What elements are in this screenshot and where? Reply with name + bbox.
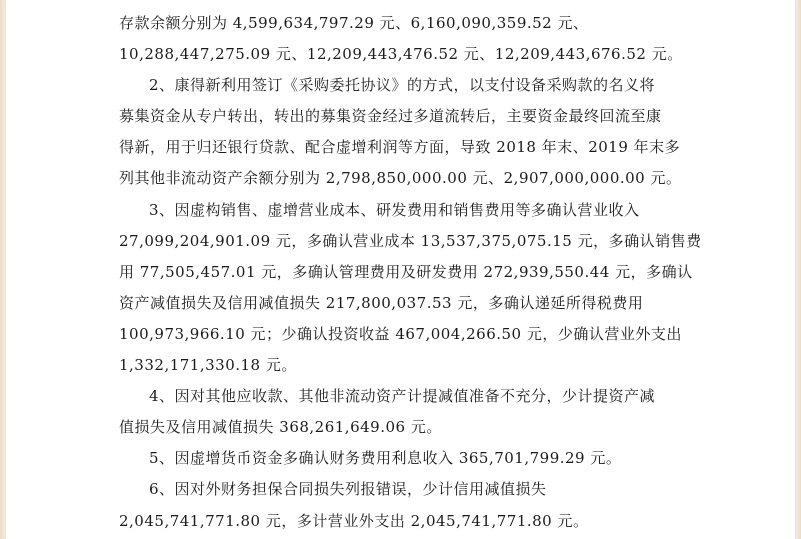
text-line: 得新，用于归还银行贷款、配合虚增利润等方面，导致 2018 年末、2019 年末多: [119, 138, 681, 157]
document-body: [119, 8, 702, 537]
text-line: 募集资金从专户转出，转出的募集资金经过多道流转后，主要资金最终回流至康: [119, 107, 662, 126]
paragraph-start-line: 3、因虚构销售、虚增营业成本、研发费用和销售费用等多确认营业收入: [149, 200, 640, 219]
text-line: 资产减值损失及信用减值损失 217,800,037.53 元，多确认递延所得税费用: [119, 293, 644, 312]
text-line: 2,045,741,771.80 元，多计营业外支出 2,045,741,771.80 元。: [119, 511, 589, 530]
paragraph-start-line: 4、因对其他应收款、其他非流动资产计提减值准备不充分，少计提资产减: [149, 387, 656, 406]
text-line: 100,973,966.10 元；少确认投资收益 467,004,266.50 元，少确认营业外支出: [119, 324, 682, 343]
text-line: 列其他非流动资产余额分别为 2,798,850,000.00 元、2,907,000,000.00 元。: [119, 169, 682, 188]
paragraph-start-line: 5、因虚增货币资金多确认财务费用利息收入 365,701,799.29 元。: [149, 449, 622, 468]
text-line: 用 77,505,457.01 元，多确认管理费用及研发费用 272,939,550.44 元，多确认: [119, 262, 693, 281]
text-line: 27,099,204,901.09 元，多确认营业成本 13,537,375,075.15 元，多确认销售费: [119, 231, 702, 250]
text-line: 存款余额分别为 4,599,634,797.29 元、6,160,090,359.52 元、: [119, 14, 589, 32]
text-line: 10,288,447,275.09 元、12,209,443,476.52 元、12,209,443,676.52 元。: [119, 45, 683, 64]
text-line: 值损失及信用减值损失 368,261,649.06 元。: [119, 418, 442, 437]
paragraph-start-line: 6、因对外财务担保合同损失列报错误，少计信用减值损失: [149, 480, 547, 499]
text-line: 1,332,171,330.18 元。: [119, 356, 297, 375]
page-background-right: [795, 0, 801, 539]
paragraph-start-line: 2、康得新利用签订《采购委托协议》的方式，以支付设备采购款的名义将: [149, 76, 656, 95]
